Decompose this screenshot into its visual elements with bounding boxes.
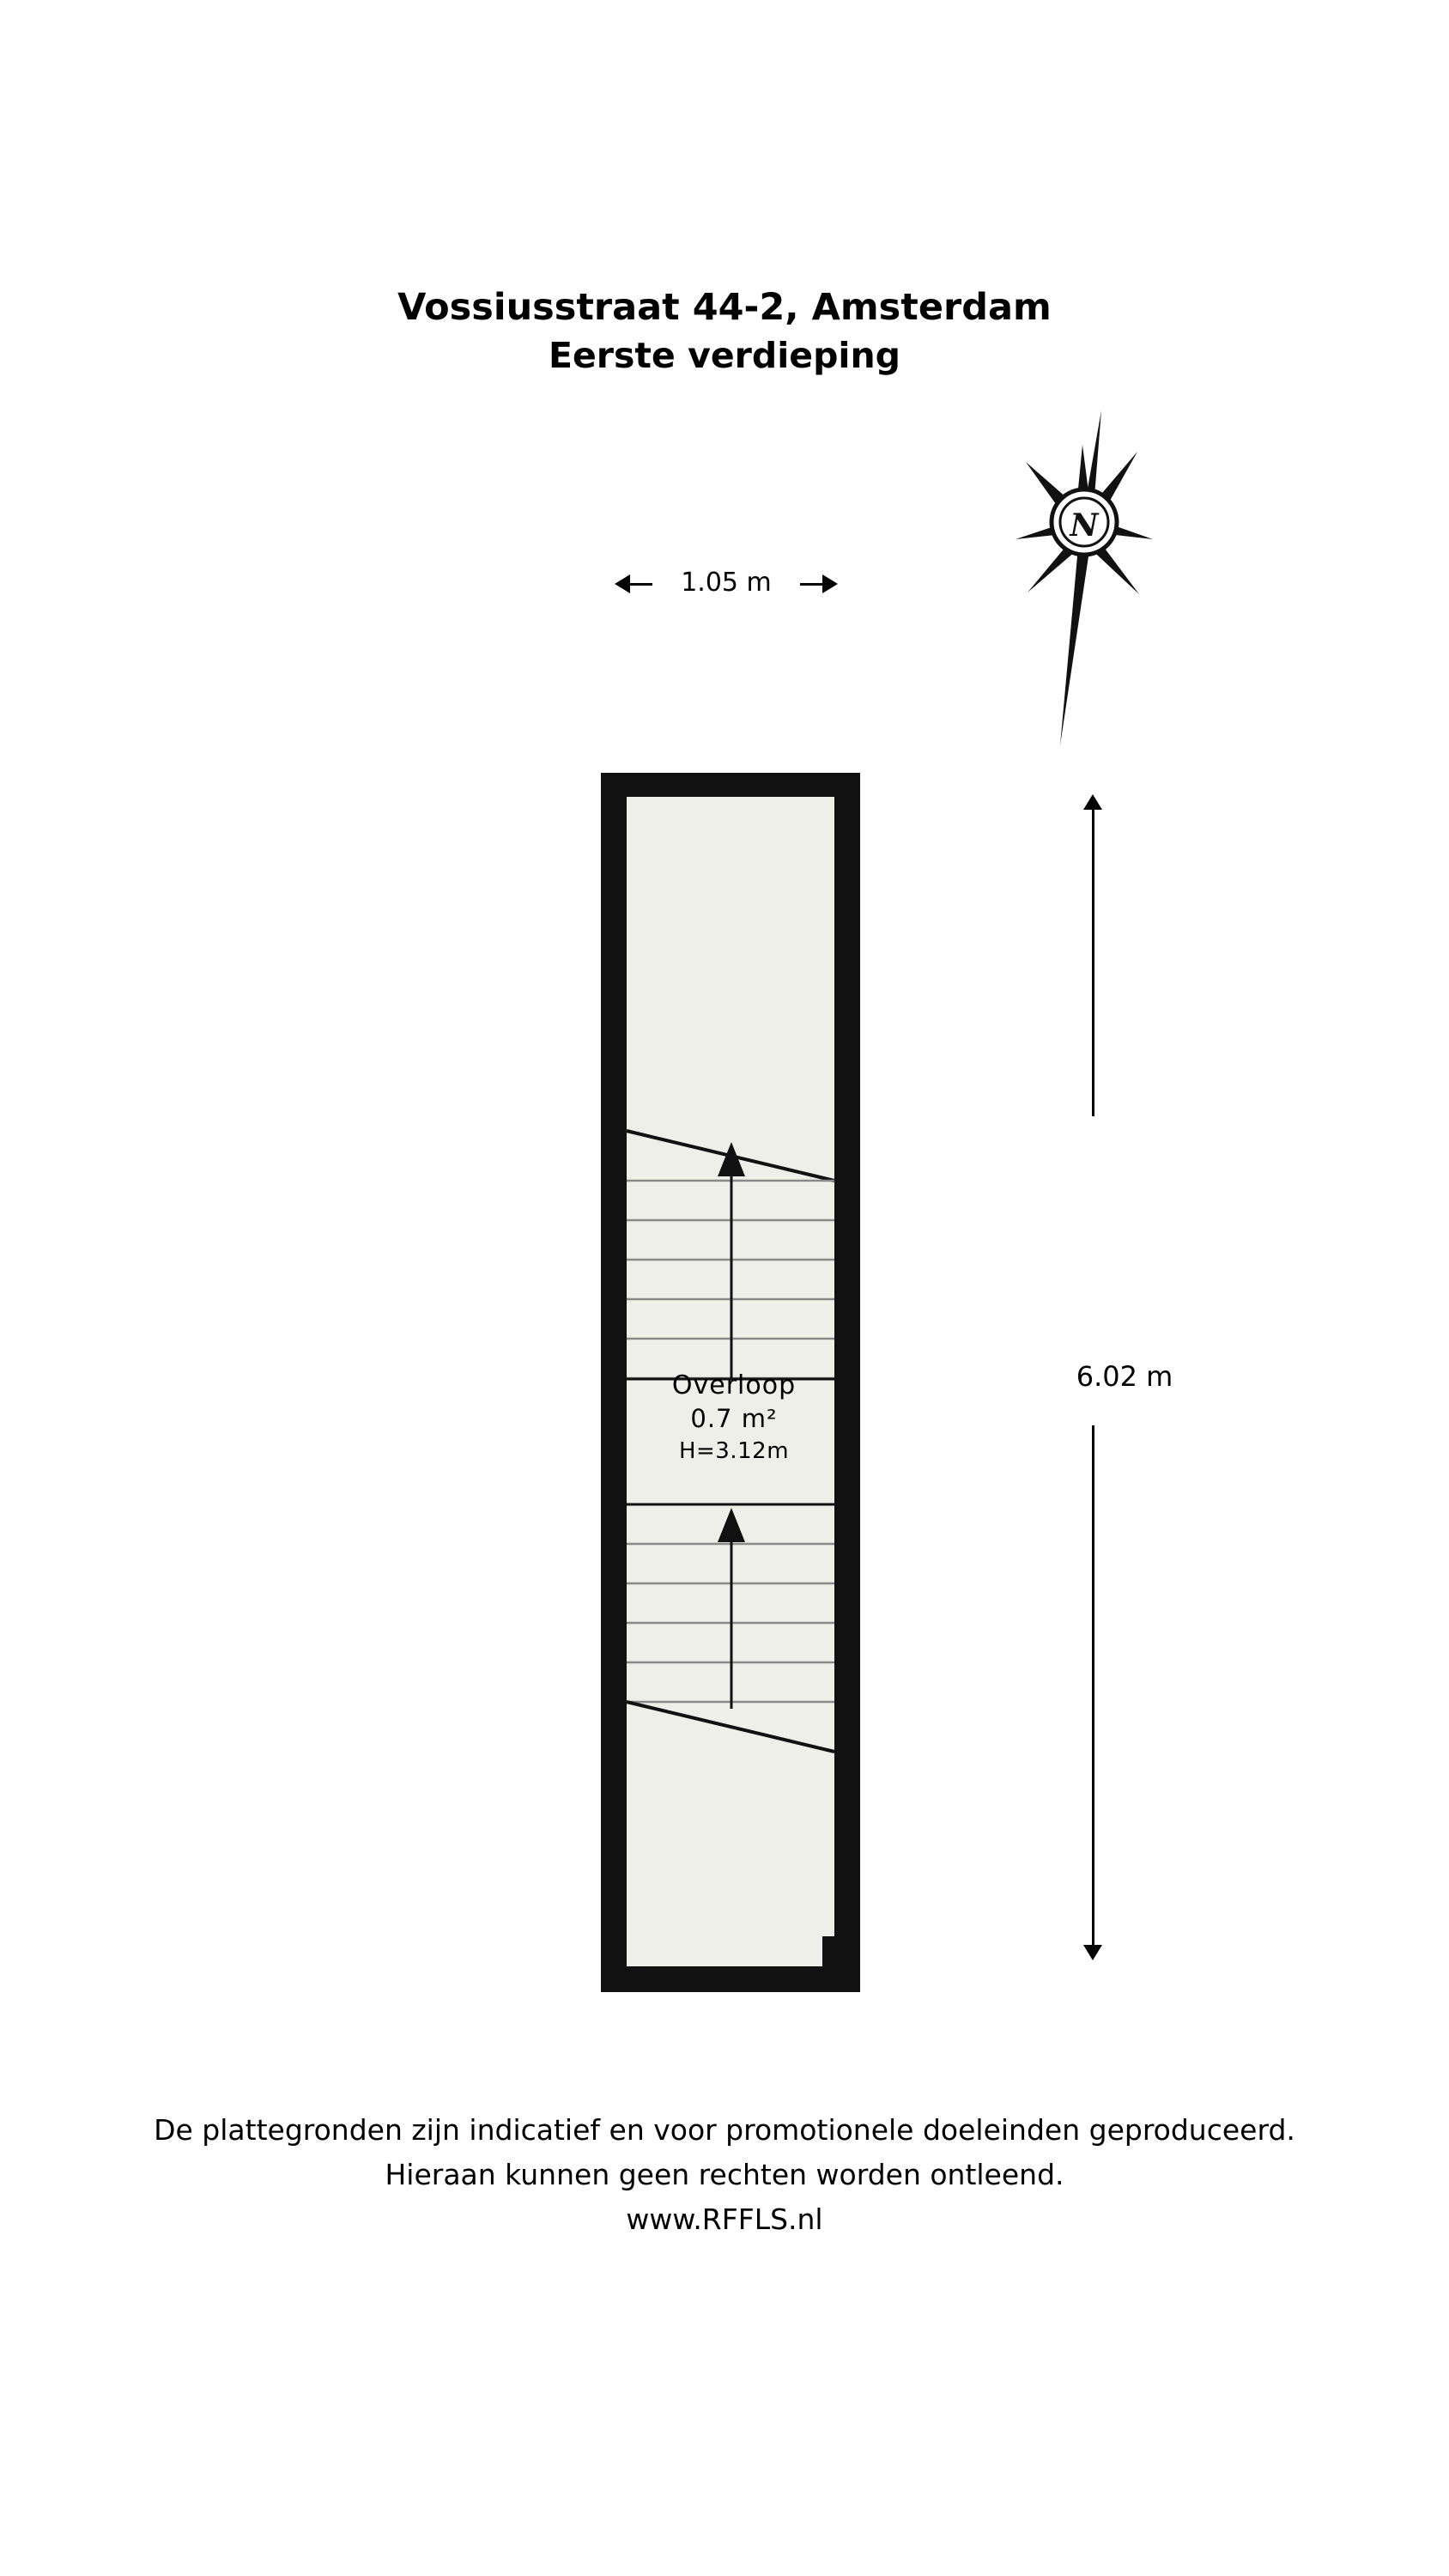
room-height: H=3.12m xyxy=(678,1438,790,1464)
width-arrow-right-icon xyxy=(822,574,838,593)
height-dimension-label: 6.02 m xyxy=(1022,1357,1228,1396)
height-arrow-bottom-icon xyxy=(1083,1945,1102,1960)
svg-text:N: N xyxy=(1070,507,1099,544)
width-arrow-left-icon xyxy=(615,574,630,593)
height-dimension-line-lower xyxy=(1092,1425,1094,1949)
width-dimension xyxy=(615,562,838,605)
room-label-overloop xyxy=(627,1370,841,1467)
title-address: Vossiusstraat 44-2, Amsterdam xyxy=(397,286,1052,329)
page-title xyxy=(0,283,1449,380)
footer-website: www.RFFLS.nl xyxy=(626,2202,823,2236)
title-floor: Eerste verdieping xyxy=(548,335,901,376)
compass-rose-icon xyxy=(1009,410,1163,754)
footer-line-1: De plattegronden zijn indicatief en voor promotionele doeleinden geproduceerd. xyxy=(154,2113,1295,2147)
footer-line-2: Hieraan kunnen geen rechten worden ontleend. xyxy=(385,2158,1064,2191)
room-name: Overloop xyxy=(671,1370,797,1400)
height-dimension-line-upper xyxy=(1092,799,1094,1116)
room-area: 0.7 m² xyxy=(690,1404,778,1433)
footer-disclaimer xyxy=(0,2108,1449,2242)
width-dimension-label: 1.05 m xyxy=(652,564,800,602)
